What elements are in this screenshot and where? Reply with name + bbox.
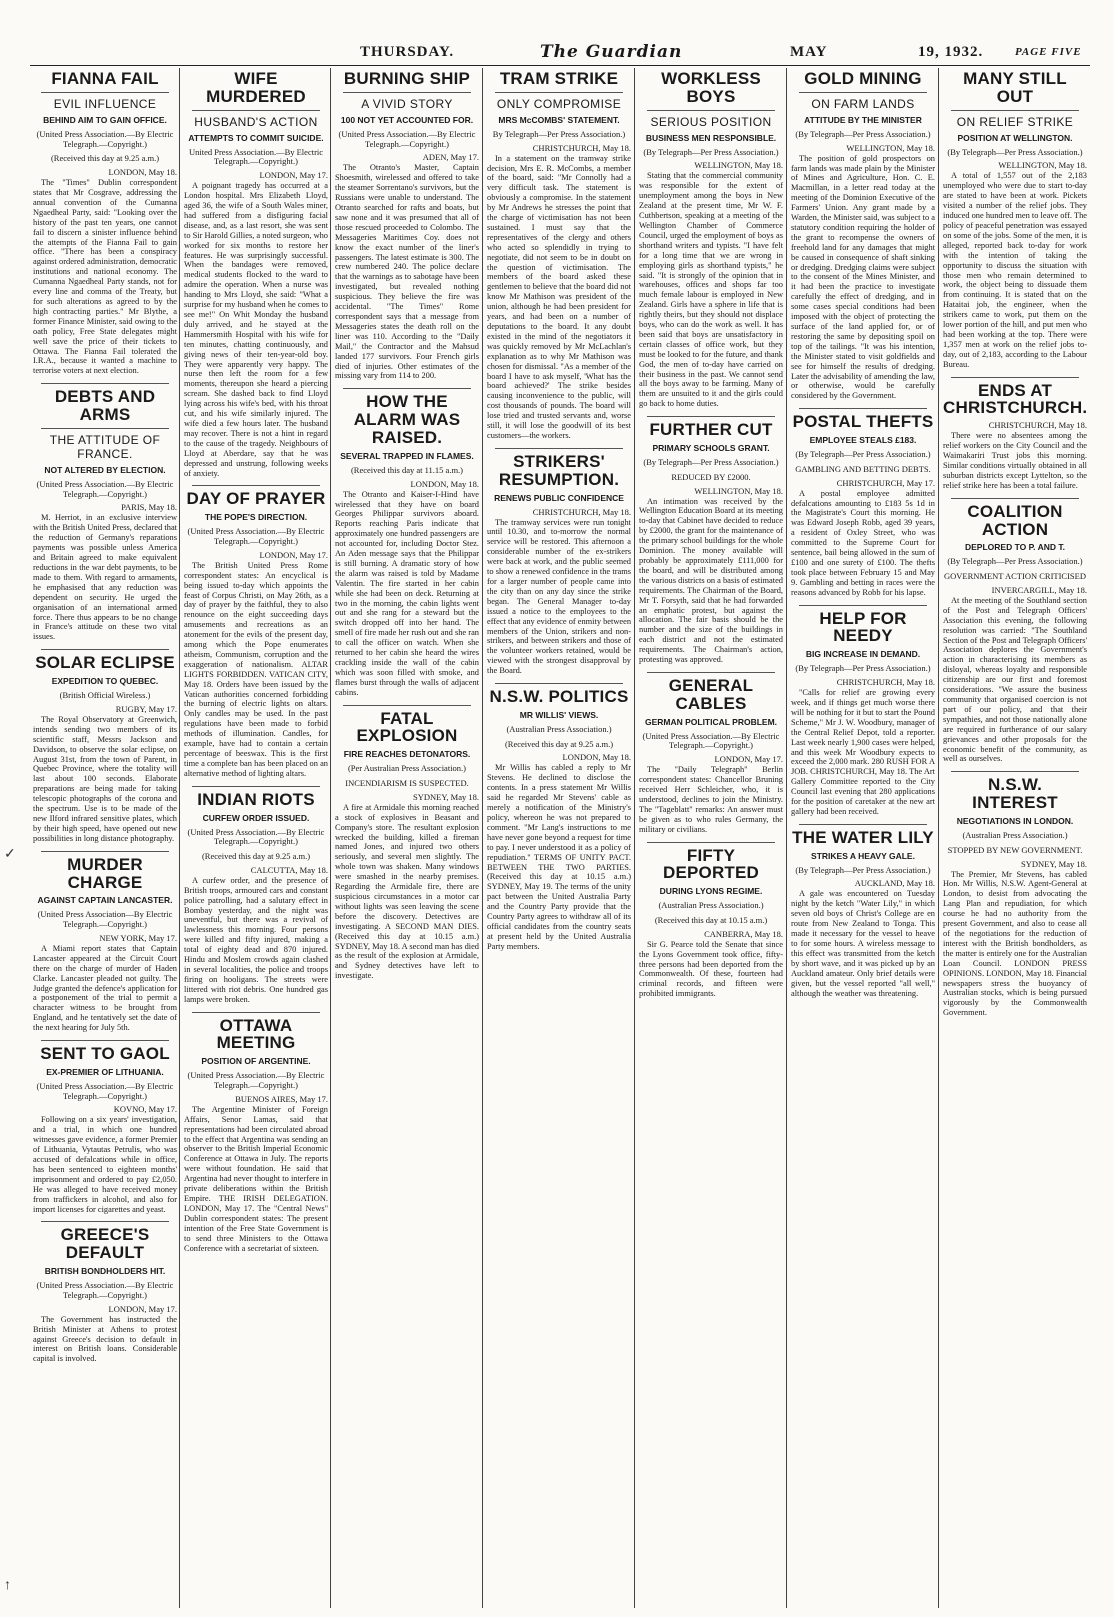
divider-rule — [951, 110, 1079, 111]
divider-rule — [799, 408, 927, 409]
article — [639, 842, 783, 1000]
article — [335, 388, 479, 697]
divider-rule — [192, 485, 320, 486]
article-headline: N.S.W. POLITICS — [489, 687, 629, 707]
article — [335, 705, 479, 982]
article-dateline: WELLINGTON, May 18. — [998, 160, 1087, 171]
divider-rule — [41, 851, 169, 852]
masthead-paper-title: The Guardian — [540, 42, 683, 62]
article — [791, 824, 935, 999]
article-dateline: PARIS, May 18. — [121, 502, 177, 513]
divider-rule — [41, 1040, 169, 1041]
article-body: M. Herriot, in an exclusive interview with the British United Press, declared that the reduction of Germany's reparations payments was possible unless America and Britain agreed to make equivalent reductions in the war debt payments, to be made to them. With regard to armaments, he emphasised that any reduction was dependent on security. He urged the organisation of an international armed force. There thus appears to be no change in France's attitude on these two vital issues. — [33, 513, 177, 642]
article-dateline: CHRISTCHURCH, May 18. — [532, 506, 631, 517]
article-received-note: GAMBLING AND BETTING DEBTS. — [795, 463, 931, 474]
article-deck: SEVERAL TRAPPED IN FLAMES. — [340, 450, 474, 461]
article-body: A total of 1,557 out of the 2,183 unemployed who were due to start to-day are stated to have been at work. Pickets visited a number of the relief jobs. They induced one hundred men to leave off. The policy of peaceful penetration was essayed on some of the jobs. Some of the men, it is alleged, reported back to-day for work with the intention of taking the opportunity to discuss the situation with those men who remain determined to work, the object being to dissuade them from continuing. It is stated that on the Hataitai job, the engineer, when the strikers came to work, put them on the lower portion of the hill, and put men who had been working at the top. There were 1,357 men at work on the relief jobs to-day, out of 2,183, according to the Labour Bureau. — [943, 171, 1087, 369]
column-rule — [634, 68, 635, 1608]
article-received-note: (Received this day at 9.25 a.m.) — [201, 851, 311, 862]
article-dateline: SYDNEY, May 18. — [413, 791, 479, 802]
article-headline: SOLAR ECLIPSE — [35, 653, 175, 673]
article-headline: OTTAWA MEETING — [216, 1015, 296, 1053]
article — [33, 851, 177, 1033]
masthead-day: THURSDAY. — [360, 44, 455, 60]
article-body: The Premier, Mr Stevens, has cabled Hon. Mr Willis, N.S.W. Agent-General at London, to desist from advocating the Lang Plan and repudiation, for which course he had no authority from the present Government, and also to cease all of the negotiations for the reduction of interest with the British bondholders, as the matter is entirely one for the Australian Loan Council. LONDON PRESS OPINIONS. LONDON, May 18. Financial newspapers stress the buoyancy of Australian stocks, which is being pursued vigorously by the Commonwealth Government. — [943, 869, 1087, 1018]
column-rule — [179, 68, 180, 1608]
article-received-note: GOVERNMENT ACTION CRITICISED — [944, 571, 1086, 582]
page-margin-mark: ↑ — [4, 1578, 11, 1593]
article-headline: N.S.W. INTEREST — [972, 775, 1058, 813]
divider-rule — [495, 448, 623, 449]
divider-rule — [343, 92, 471, 93]
article-dateline: CHRISTCHURCH, May 17. — [836, 477, 935, 488]
article-dateline: BUENOS AIRES, May 17. — [235, 1093, 328, 1104]
article-headline: BURNING SHIP — [343, 69, 471, 88]
article-body: An intimation was received by the Wellington Education Board at its meeting to-day that Cabinet have decided to reduce by £2000, the grant for the maintenance of the primary school buildings for the whole Dominion. The money available will probably be approximately £111,000 for the board, and will be distributed among the various districts on a basis of estimated requirements. The Chairman of the Board, Mr T. Forsyth, said that he had forwarded an emphatic protest, but against the allocation. The fair basis should be the number and the size of the buildings in each district and not the estimated requirements. The Chairman's action, protesting was approved. — [639, 496, 783, 665]
article-source-credit: (United Press Association.—By Electric Telegraph.—Copyright.) — [36, 478, 174, 499]
article-dateline: LONDON, May 18. — [108, 167, 177, 178]
article-source-credit: By Telegraph—Per Press Association.) — [492, 128, 626, 139]
article-source-credit: (By Telegraph—Per Press Association.) — [643, 457, 779, 468]
article — [184, 1012, 328, 1254]
article-source-credit: (United Press Association.—By Electric Telegraph.—Copyright.) — [187, 526, 325, 547]
article-body: A poignant tragedy has occurred at a London hospital. Mrs Elizabeth Lloyd, aged 36, the wife of a South Wales miner, had suffered from a disfiguring facial disease, and, as a last resort, she was sent to Sir Harold Gillies, a noted surgeon, who worked for six months to restore her features. He was surprisingly successful. When the bandages were removed, medical students flocked to the ward to admire the operation. When a nurse was handing to Mrs Lloyd, she said: "What a surprise for my husband when he comes to see me!" On Whit Monday the husband duly arrived, and he stayed at the Hammersmith Hospital with his wife for ten minutes, chatting continuously, and giving news of their ten-year-old boy. They were apparently very happy. The nurse then left the room for a few moments, thereupon she heard a piercing scream. She dashed back to find Lloyd lying across his wife's bed, with his throat cut, and his wife similarly injured. The wife died a few hours later. The husband may recover. There is not a hint in regard to the cause of the tragedy. Neighbours of Lloyd at Aberdare, say that he was depressed and unstrung, following weeks of anxiety. — [184, 181, 328, 478]
article-body: At the meeting of the Southland section of the Post and Telegraph Officers' Association this evening, the following resolution was carried: "The Southland Section of the Post and Telegraph Officers' Association deplores the Government's action in characterising its members as disloyal, whereas loyalty and responsible citizenship are our first and foremost considerations. "We assure the business community that organised coercion is not part of our policy, and that their sympathies, and not those nationally alone are required in furtherance of our salary grievances and other proposals for the economic benefit of the community, as well as ourselves. — [943, 595, 1087, 764]
article-source-credit: (By Telegraph—Per Press Association.) — [795, 864, 931, 875]
article-deck: NOT ALTERED BY ELECTION. — [44, 464, 166, 475]
divider-rule — [799, 92, 927, 93]
article-dateline: LONDON, May 17. — [714, 754, 783, 765]
divider-rule — [343, 388, 471, 389]
article — [33, 649, 177, 843]
article — [943, 771, 1087, 1018]
article-received-note: (Received this day at 9.25 a.m.) — [50, 153, 160, 164]
article-deck: STRIKES A HEAVY GALE. — [811, 850, 915, 861]
article-body: In a statement on the tramway strike decision, Mrs E. R. McCombs, a member of the board, said: "Mr Connolly had a very difficult task. The statement is obviously a compromise. In the statement by Mr Andrews he stresses the point that the charge of victimisation has not been sustained. I must say that the representatives of the clergy and others who acted so splendidly in trying to negotiate, did not seem to be in doubt on the question of victimisation. The members of the board asked these gentlemen to believe that the board did not know Mr Mathison was president of the union, although he had been president for years, and had been on a number of deputations to the board. It any doubt existed in the mind of the negotiators it was quickly removed by Mr McLachlan's explanation as to why Mr Mathison was chosen for dismissal. "As a member of the board I have to ask myself, 'What has the board achieved?' The strike besides causing inconvenience to the public, will cost thousands of pounds. The board will lose tried and trusted servants and, worse still, it will lose the goodwill of its best customers—the workers. — [487, 153, 631, 440]
divider-rule — [951, 377, 1079, 378]
article-source-credit: (United Press Association.—By Electric Telegraph.—Copyright.) — [187, 1070, 325, 1091]
article-source-credit: (Australian Press Association.) — [658, 900, 764, 911]
article-body: A gale was encountered on Tuesday night by the ketch "Water Lily," in which seven old boys of Christ's College are en route from New Zealand to Tonga. This made it necessary for the vessel to heave to for some hours. A wireless message to this effect was transmitted from the ketch by short wave, and it was picked up by an Auckland amateur. Only brief details were given, but the vessel reported "all well," although the weather was threatening. — [791, 889, 935, 998]
article-source-credit: (By Telegraph—Per Press Association.) — [795, 663, 931, 674]
article-headline: SENT TO GAOL — [40, 1044, 170, 1064]
article-headline: GOLD MINING — [804, 69, 922, 88]
article-body: Mr Willis has cabled a reply to Mr Stevens. He declined to disclose the contents. In a press statement Mr Willis said he regarded Mr Stevens' cable as merely a notification of the Ministry's policy, whereon he was not prepared to comment. "Mr Lang's instructions to me have never gone beyond a request for time to pay. I never understood it as a policy of repudiation." TERMS OF UNITY PACT. BETWEEN THE TWO PARTIES. (Received this day at 10.15 a.m.) SYDNEY, May 19. The terms of the unity pact between the United Australia Party and the Country Party provide that the Country Party agrees to withdraw all of its official candidates from the country seats at present held by the United Australia Party members. — [487, 763, 631, 951]
article-deck: FIRE REACHES DETONATORS. — [343, 749, 471, 760]
divider-rule — [951, 771, 1079, 772]
article-deck: EXPEDITION TO QUEBEC. — [51, 676, 159, 687]
article-deck: EX-PREMIER OF LITHUANIA. — [46, 1066, 164, 1077]
article-source-credit: (By Telegraph—Per Press Association.) — [947, 146, 1083, 157]
masthead — [30, 38, 1090, 66]
article-body: The "Times" Dublin correspondent states that Mr Cosgrave, addressing the annual convention of the Cumanna Ngaedheal Party, said: "Looking over the history of the past ten years, one cannot fail to discern a sinister influence behind the attempts of the Fianna Fail to gain office. "There has been a conspiracy against ordered administration, democratic institutions and national economy. The Cumanna Ngaedheal Party stands, not for every line and comma of the Treaty, but for such alterations as agreed to by the high contracting parties." Mr Blythe, a former Finance Minister, said owing to the oath policy, Free State delegates might well save the price of their tickets to Ottawa. The Fianna Fail tolerated the I.R.A., because it wanted a machine to terrorise voters at next election. — [33, 178, 177, 376]
article-deck: GERMAN POLITICAL PROBLEM. — [644, 716, 778, 727]
article-headline: INDIAN RIOTS — [197, 789, 315, 809]
article — [791, 605, 935, 817]
article-deck: BRITISH BONDHOLDERS HIT. — [44, 1266, 166, 1277]
article-subheadline: ON RELIEF STRIKE — [956, 114, 1074, 129]
article-headline: FIANNA FAIL — [51, 69, 159, 88]
article-source-credit: (United Press Association.—By Electric Telegraph.—Copyright.) — [36, 1080, 174, 1101]
article-headline: WIFE MURDERED — [206, 69, 306, 106]
divider-rule — [495, 92, 623, 93]
article-headline: MURDER CHARGE — [67, 854, 143, 892]
divider-rule — [41, 92, 169, 93]
divider-rule — [951, 498, 1079, 499]
article — [487, 683, 631, 952]
article — [487, 70, 631, 441]
article-dateline: LONDON, May 18. — [562, 752, 631, 763]
column-3 — [332, 68, 482, 1608]
article-dateline: LONDON, May 17. — [259, 170, 328, 181]
article-deck: POSITION OF ARGENTINE. — [201, 1056, 311, 1067]
article-dateline: LONDON, May 17. — [259, 549, 328, 560]
article-source-credit: (Australian Press Association.) — [506, 723, 612, 734]
page-margin-mark: ✓ — [4, 847, 16, 862]
article-dateline: RUGBY, May 17. — [115, 703, 177, 714]
article-dateline: CANBERRA, May 18. — [704, 928, 783, 939]
article — [791, 408, 935, 597]
article-subheadline: HUSBAND'S ACTION — [194, 114, 318, 129]
article-headline: TRAM STRIKE — [499, 69, 619, 88]
article-source-credit: United Press Association.—By Electric Telegraph.—Copyright.) — [188, 146, 324, 167]
article-headline: FIFTY DEPORTED — [662, 845, 760, 883]
article — [943, 70, 1087, 370]
article-deck: POSITION AT WELLINGTON. — [957, 132, 1073, 143]
article-headline: GREECE'S DEFAULT — [60, 1225, 150, 1263]
article — [943, 377, 1087, 491]
article-dateline: NEW YORK, May 17. — [99, 932, 177, 943]
article — [639, 672, 783, 835]
column-rule — [938, 68, 939, 1608]
article-subheadline: SERIOUS POSITION — [650, 114, 772, 129]
article-dateline: CALCUTTA, May 18. — [250, 864, 328, 875]
article-headline: ENDS AT CHRISTCHURCH. — [943, 380, 1088, 418]
article-headline: COALITION ACTION — [967, 501, 1063, 539]
article — [33, 383, 177, 642]
article-dateline: CHRISTCHURCH, May 18. — [988, 420, 1087, 431]
article-dateline: KOVNO, May 17. — [113, 1104, 177, 1115]
article-subheadline: ON FARM LANDS — [811, 96, 915, 111]
article-deck: RENEWS PUBLIC CONFIDENCE — [494, 492, 624, 503]
article-subheadline: A VIVID STORY — [361, 96, 453, 111]
article — [487, 448, 631, 676]
article-deck: THE POPE'S DIRECTION. — [204, 512, 308, 523]
article-headline: THE WATER LILY — [792, 827, 934, 847]
article-body: The Government has instructed the British Minister at Athens to protest against Greece's decision to default in interest on British loans. Considerable capital is involved. — [33, 1314, 177, 1364]
article-body: The Royal Observatory at Greenwich, intends sending two members of its scientific staff, Messrs Jackson and Davidson, to observe the solar eclipse, on August 31st, from the town of Parent, in Quebec Province, where the totality will last about 100 seconds. Elaborate preparations are being made for taking telescopic photographs of the corona and the spectrum. Use is to be made of the new Ilford infrared sensitive plates, which by their high speed, have opened out new possibilities in long distance photography. — [33, 714, 177, 843]
article-source-credit: (United Press Association.—By Electric Telegraph.—Copyright.) — [338, 128, 476, 149]
article-dateline: ADEN, May 17. — [422, 152, 479, 163]
article-received-note: (Received this day at 9.25 a.m.) — [504, 738, 614, 749]
article-source-credit: (Per Australian Press Association.) — [347, 763, 467, 774]
column-rule — [482, 68, 483, 1608]
article-deck: ATTITUDE BY THE MINISTER — [804, 114, 922, 125]
article-headline: DAY OF PRAYER — [186, 489, 326, 509]
article-headline: HOW THE ALARM WAS RAISED. — [353, 392, 461, 447]
article-body: The British United Press Rome correspondent states: An encyclical is being issued to-day which appoints the feast of Corpus Christi, on May 26th, as a day of prayer by the faithful, they to also renounce on the eight succeeding days amusements and recreations as an atonement for the evils of the present day, among which the Pope enumerates atheism, Communism, corruption and the exaggeration of nationalism. ALTAR LIGHTS FORBIDDEN. VATICAN CITY, May 18. Orders have been issued by the Vatican authorities concerned forbidding the burning of electric lights on altars. Only candles may be used. In the past regulations have been made to forbid methods of illumination. Candles, for example, have had to contain a certain percentage of beeswax. This is the first time a complete ban has been placed on an alternative method of lighting altars. — [184, 560, 328, 778]
article — [184, 786, 328, 1005]
article-dateline: CHRISTCHURCH, May 18. — [532, 142, 631, 153]
article-body: A curfew order, and the presence of British troops, armoured cars and constant police patrolling, had a salutary effect in Bombay yesterday, and the night was uneventful, but there was a revival of lawlessness this morning. Four persons were killed and fifty injured, making a total of eighty dead and 870 injured. Hindu and Moslem crowds again clashed in several localities, the police and troops firing on hooligans. The streets were littered with riot debris. One hundred gas lamps were broken. — [184, 875, 328, 1004]
article-source-credit: (United Press Association.—By Electric Telegraph.—Copyright.) — [642, 730, 780, 751]
article-received-note: STOPPED BY NEW GOVERNMENT. — [947, 844, 1083, 855]
article-dateline: LONDON, May 17. — [108, 1303, 177, 1314]
article-dateline: LONDON, May 18. — [410, 478, 479, 489]
article-received-note: INCENDIARISM IS SUSPECTED. — [345, 778, 469, 789]
article-source-credit: (By Telegraph—Per Press Association.) — [947, 556, 1083, 567]
article-headline: DEBTS AND ARMS — [54, 387, 156, 425]
article-dateline: CHRISTCHURCH, May 18. — [836, 677, 935, 688]
column-rule — [330, 68, 331, 1608]
article-body: The Otranto's Master, Captain Shoesmith, wirelessed and offered to take the steamer Sorrentano's survivors, but the Russians were unable to understand. The Otranto searched for rafts and boats, but saw none and it was presumed that all of those rescued proceeded to Colombo. The Messageries Maritimes Coy. does not know the exact number of the liner's passengers. The latest estimate is 300. The crew numbered 240. The police declare that the warnings as to sabotage have been investigated, but revealed nothing suspicious. They believe the fire was accidental. "The Times" Rome correspondent says that a message from Messageries states the death roll on the liner was 110. According to the "Daily Mail," the Contractor and the Mahsud landed 177 survivors. Four French girls died of injuries. Other estimates of the missing vary from 114 to 200. — [335, 163, 479, 381]
article-deck: 100 NOT YET ACCOUNTED FOR. — [340, 114, 474, 125]
divider-rule — [192, 786, 320, 787]
article-body: The Otranto and Kaiser-I-Hind have wirelessed that they have on board Georges Philippar survivors aboard. Reports reaching Paris indicate that approximately one hundred passengers are not accounted for, including Doctor Stez. An Aden message says that the Philippar is still burning. A dramatic story of how the alarm was raised is told by Madame Valentin. The fire started in her cabin while she had been on deck. Returning at two in the morning, the cabin lights went out and she rang for a steward but the switch dropped off into her hand. The smell of fire made her rush out and she ran to call the officer on watch. When she returned to her cabin she heard the wires crackling inside the wall of the cabin which was soon filled with smoke, and flames burst through the walls of adjacent cabins. — [335, 489, 479, 697]
article-deck: DURING LYONS REGIME. — [659, 886, 763, 897]
divider-rule — [41, 1221, 169, 1222]
column-7 — [940, 68, 1090, 1608]
article-headline: MANY STILL OUT — [963, 69, 1067, 106]
article-dateline: INVERCARGILL, May 18. — [991, 584, 1087, 595]
article-received-note: (Received this day at 10.15 a.m.) — [654, 915, 768, 925]
article-deck: CURFEW ORDER ISSUED. — [202, 812, 310, 823]
article — [184, 70, 328, 478]
masthead-month: MAY — [790, 44, 828, 60]
article-body: A fire at Armidale this morning reached a stock of explosives in Beasant and Company's store. The resultant explosion wrecked the building, killed a fireman named Jones, and injured two others seriously, and several men slightly. The whole town was shaken. Many windows were smashed in the nearby premises. Regarding the Armidale fire, there are suspicious circumstances in a motor car without lights was seen leaving the scene before the discovery. Detectives are investigating. A SECOND MAN DIES. (Received this day at 10.15 a.m.) SYDNEY, May 18. A second man has died as the result of the explosion at Armidale, and Sydney detectives have left to investigate. — [335, 802, 479, 981]
article-dateline: AUCKLAND, May 18. — [854, 878, 935, 889]
column-5 — [636, 68, 786, 1608]
article-deck: BIG INCREASE IN DEMAND. — [805, 649, 921, 660]
divider-rule — [647, 672, 775, 673]
article-headline: FURTHER CUT — [649, 420, 773, 440]
article-received-note: (Received this day at 11.15 a.m.) — [350, 464, 464, 475]
article-dateline: SYDNEY, May 18. — [1021, 858, 1087, 869]
masthead-page-number: PAGE FIVE — [1015, 46, 1082, 58]
article-deck: BEHIND AIM TO GAIN OFFICE. — [43, 114, 167, 125]
article-source-credit: (United Press Association.—By Electric Telegraph.—Copyright.) — [36, 128, 174, 149]
article — [791, 70, 935, 401]
divider-rule — [647, 416, 775, 417]
column-rule — [786, 68, 787, 1608]
article-headline: FATAL EXPLOSION — [356, 708, 458, 746]
article-headline: STRIKERS' RESUMPTION. — [498, 451, 620, 489]
article-headline: HELP FOR NEEDY — [819, 608, 907, 646]
article-headline: WORKLESS BOYS — [661, 69, 761, 106]
divider-rule — [647, 110, 775, 111]
article-body: The "Daily Telegraph" Berlin correspondent states: Chancellor Bruning received Herr Schleicher, who, it is understood, declines to join the Ministry. The "Tageblatt" remarks: An answer must be given as to who rules Germany, the military or civilians. — [639, 765, 783, 834]
article-body: The Argentine Minister of Foreign Affairs, Senor Lamas, said that representations had been circulated abroad to the effect that Argentina was sending an observer to the British Imperial Economic Conference at Ottawa in July. The reports were without foundation. He said that Argentina had never thought to interfere in private deliberations within the British Empire. THE IRISH DELEGATION. LONDON, May 17. The "Central News" Dublin correspondent states: The present intention of the Free State Government is to send three Ministers to the Ottawa Conference with a secretariat of sixteen. — [184, 1104, 328, 1253]
article-headline: GENERAL CABLES — [668, 675, 754, 713]
divider-rule — [41, 428, 169, 429]
divider-rule — [343, 705, 471, 706]
article-subheadline: THE ATTITUDE OF FRANCE. — [49, 432, 161, 461]
article-dateline: WELLINGTON, May 18. — [846, 142, 935, 153]
article-body: There were no absentees among the relief workers on the City Council and the Waimakariri Trust jobs this morning. Similar conditions virtually obtained in all suburban districts except Lyttelton, so the relief strike here has been a total failure. — [943, 431, 1087, 490]
article-body: "Calls for relief are growing every week, and if things get much worse there will be nothing for it but to start the Pound Scheme," Mr J. W. Woodbury, manager of the Central Relief Depot, told a reporter. Last week nearly 1,900 cases were helped, and this week Mr Woodbury expects to exceed the 2,000 mark. 280 RUSH FOR A JOB. CHRISTCHURCH, May 18. The Art Gallery Committee reported to the City Council last evening that 280 applications for the position of caretaker at the new art gallery had been received. — [791, 688, 935, 816]
article-body: Sir G. Pearce told the Senate that since the Lyons Government took office, fifty-three persons had been deported from the Commonwealth. Of these, fourteen had criminal records, and fifteen were prohibited immigrants. — [639, 939, 783, 999]
article — [33, 1040, 177, 1214]
divider-rule — [192, 110, 320, 111]
divider-rule — [799, 605, 927, 606]
article-source-credit: (British Official Wireless.) — [59, 690, 151, 701]
column-1 — [30, 68, 180, 1608]
article-headline: POSTAL THEFTS — [792, 412, 934, 432]
article-received-note: REDUCED BY £2000. — [671, 471, 751, 482]
column-4 — [484, 68, 634, 1608]
article-subheadline: EVIL INFLUENCE — [53, 96, 157, 111]
article-deck: DEPLORED TO P. AND T. — [965, 542, 1065, 553]
article-source-credit: (By Telegraph—Per Press Association.) — [643, 146, 779, 157]
column-6 — [788, 68, 938, 1608]
divider-rule — [192, 1012, 320, 1013]
divider-rule — [41, 649, 169, 650]
article — [943, 498, 1087, 765]
divider-rule — [495, 683, 623, 684]
article — [184, 485, 328, 778]
article-body: A Miami report states that Captain Lancaster appeared at the Circuit Court there on the charge of murder of Haden Clarke. Lancaster pleaded not guilty. The Judge granted the defence's application for a postponement of the trial to permit a character witness to be brought from England, and he tentatively set the date of the next hearing for July 5th. — [33, 943, 177, 1033]
article-body: The position of gold prospectors on farm lands was made plain by the Minister of Mines and Agriculture, Hon. C. E. Macmillan, in a letter read today at the meeting of the Dominion Executive of the Farmers' Union. Any grant made by a Warden, the Minister said, was subject to a statutory condition requiring the holder of the grant to recompense the owners of freehold land for any damages that might be caused in consequence of shaft sinking or dredging. Dredging claims were subject to the consent of the Mines Minister, and it had been the practice to investigate carefully the effect of dredging, and in some cases special conditions had been imposed with the object of protecting the surface of the land applied for, or of restoring the same by depositing spoil on top of the tailings. "It was his intention, the Minister stated to visit goldfields and see for himself the results of dredging. Later the advisability of amending the law, or otherwise, would be carefully considered by the Government. — [791, 153, 935, 401]
article-deck: BUSINESS MEN RESPONSIBLE. — [645, 132, 777, 143]
article-deck: AGAINST CAPTAIN LANCASTER. — [37, 895, 173, 906]
article — [335, 70, 479, 381]
article — [639, 416, 783, 665]
masthead-date: 19, 1932. — [918, 44, 984, 60]
article-dateline: WELLINGTON, May 18. — [694, 485, 783, 496]
article-source-credit: (United Press Association.—By Electric Telegraph.—Copyright.) — [36, 1280, 174, 1300]
article-body: Stating that the commercial community was responsible for the extent of unemployment among the boys in New Zealand at the present time, Mr W. F. Cuthbertson, speaking at a meeting of the Wellington Chamber of Commerce Council, urged the employment of boys as shorthand writers and typists. "I have felt for a long time that we are wrong in employing girls as shorthand typists," he said. "It is strongly of the opinion that in warehouses, offices and shops far too much female labour is employed in New Zealand. Girls have a sphere in life that is rightly theirs, but they should not displace boys, who can do the work as well. It has been said that boys are unsatisfactory in certain classes of office work, but they must be looked to for the future, and thank God, the men of to-day have carried on their business in the past. We cannot send all the boys away to be farming. Many of them are unsuited to it and the girls could go back to home duties. — [639, 171, 783, 409]
column-2 — [181, 68, 331, 1608]
article — [33, 70, 177, 376]
article-deck: EMPLOYEE STEALS £183. — [809, 435, 917, 446]
article-deck: MR WILLIS' VIEWS. — [519, 709, 599, 720]
divider-rule — [799, 824, 927, 825]
article-source-credit: (Australian Press Association.) — [962, 830, 1068, 841]
divider-rule — [41, 383, 169, 384]
article-dateline: WELLINGTON, May 18. — [694, 160, 783, 171]
article-deck: MRS McCOMBS' STATEMENT. — [498, 114, 620, 125]
divider-rule — [647, 842, 775, 843]
article-deck: NEGOTIATIONS IN LONDON. — [956, 816, 1074, 827]
article — [33, 1221, 177, 1364]
article-source-credit: (By Telegraph—Per Press Association.) — [795, 128, 931, 139]
article-deck: ATTEMPTS TO COMMIT SUICIDE. — [188, 132, 324, 143]
article-source-credit: (United Press Association—By Electric Telegraph.—Copyright.) — [37, 909, 173, 930]
article-body: A postal employee admitted defalcations amounting to £183 5s 1d in the Magistrate's Court this morning. He was Edward Joseph Robb, aged 39 years, a resident of Oxley Street, who was committed to the Supreme Court for sentence, bail being allowed in the sum of £100 and one surety of £100. The thefts took place between February 15 and May 9. Gambling and betting in races were the reasons advanced by Robb for his lapse. — [791, 488, 935, 597]
article-subheadline: ONLY COMPROMISE — [496, 96, 622, 111]
article-deck: PRIMARY SCHOOLS GRANT. — [652, 443, 770, 454]
article-source-credit: (By Telegraph—Per Press Association.) — [795, 449, 931, 460]
article-body: The tramway services were run tonight until 10.30, and to-morrow the normal service will be restored. This afternoon a considerable number of the ex-strikers were back at work, and the public seemed to show a renewed confidence in the trams for a larger number of people came into the city than on any day since the strike began. The General Manager to-day issued a notice to the employees to the effect that any evidence of enmity between members of the Union, strikers and non-strikers, and between strikers and those of the volunteer workers retained, would be viewed with the strongest disapproval by the Board. — [487, 517, 632, 676]
article — [639, 70, 783, 409]
article-body: Following on a six years' investigation, and a trial, in which one hundred witnesses gave evidence, a former Premier of Lithuania, Vytautas Petrulis, who was accused of defalcations while in office, has been sentenced to eighteen months' imprisonment and ordered to pay £2,050. He was alleged to have received money from traffickers in alcohol, and also for import licenses for cigarettes and yeast. — [33, 1115, 177, 1214]
article-source-credit: (United Press Association.—By Electric Telegraph.—Copyright.) — [187, 826, 325, 847]
